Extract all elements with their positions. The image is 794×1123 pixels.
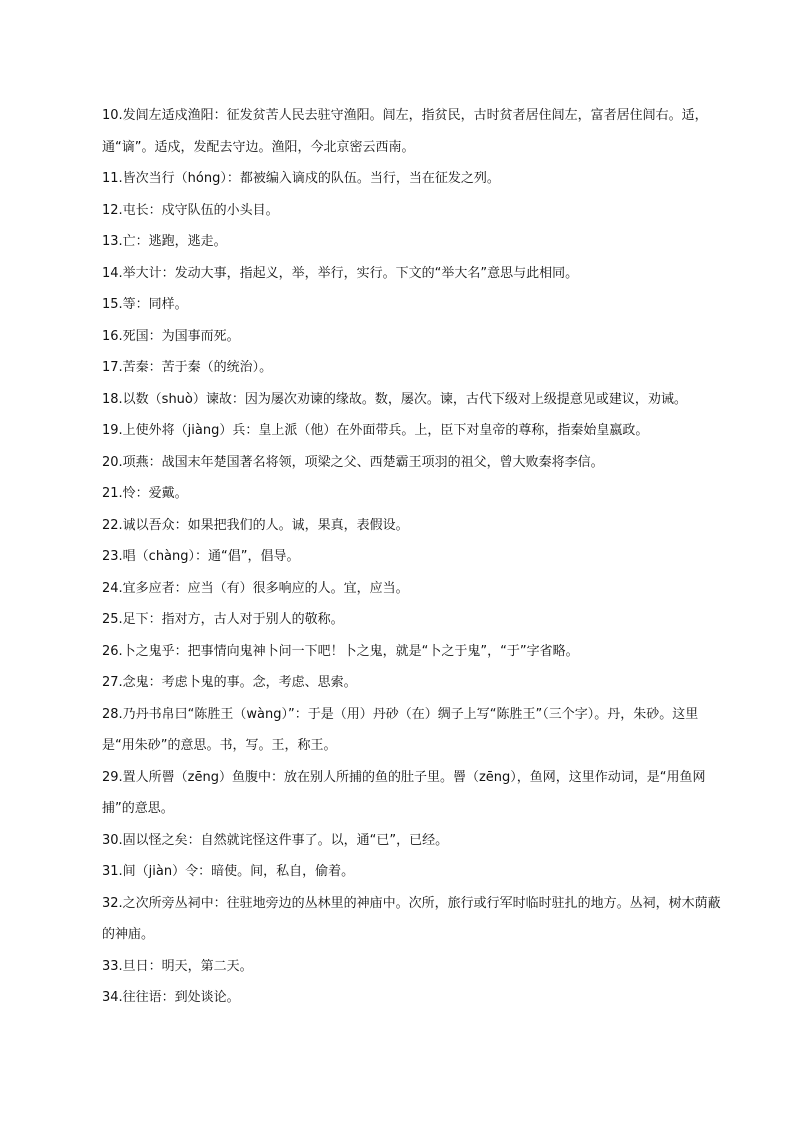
- note-15: 15.等：同样。: [102, 297, 188, 312]
- note-28: 28.乃丹书帛曰“陈胜王（wàng）”：于是（用）丹砂（在）绸子上写“陈胜王”（三个字）。丹，朱砂。这里是“用朱砂”的意思。书，写。王，称王。: [102, 706, 699, 753]
- note-27: 27.念鬼：考虑卜鬼的事。念，考虑、思索。: [102, 675, 357, 690]
- note-29: 29.置人所罾（zēng）鱼腹中：放在别人所捕的鱼的肚子里。罾（zēng），鱼网，这里作动词，是“用鱼网捕”的意思。: [102, 769, 706, 816]
- note-31: 31.间（jiàn）令：暗使。间，私自，偷着。: [102, 864, 355, 879]
- note-34: 34.往往语：到处谈论。: [102, 990, 240, 1005]
- note-19: 19.上使外将（jiàng）兵：皇上派（他）在外面带兵。上，臣下对皇帝的尊称，指秦始皇嬴政。: [102, 423, 649, 438]
- note-22: 22.诚以吾众：如果把我们的人。诚，果真，表假设。: [102, 517, 409, 533]
- note-17: 17.苦秦：苦于秦（的统治）。: [102, 360, 273, 375]
- note-23: 23.唱（chàng）：通“倡”，倡导。: [102, 549, 300, 564]
- note-16: 16.死国：为国事而死。: [102, 328, 240, 344]
- note-18: 18.以数（shuò）谏故：因为屡次劝谏的缘故。数，屡次。谏，古代下级对上级提意见或建议，劝诫。: [102, 391, 687, 407]
- note-20: 20.项燕：战国末年楚国著名将领，项梁之父、西楚霸王项羽的祖父，曾大败秦将李信。: [102, 454, 604, 470]
- note-13: 13.亡：逃跑，逃走。: [102, 234, 227, 249]
- note-32: 32.之次所旁丛祠中：往驻地旁边的丛林里的神庙中。次所，旅行或行军时临时驻扎的地方。丛祠，树木荫蔽的神庙。: [102, 895, 721, 942]
- note-26: 26.卜之鬼乎：把事情向鬼神卜问一下吧！卜之鬼，就是“卜之于鬼”，“于”字省略。: [102, 643, 579, 659]
- note-12: 12.屯长：戍守队伍的小头目。: [102, 202, 279, 218]
- note-30: 30.固以怪之矣：自然就诧怪这件事了。以，通“已”，已经。: [102, 832, 449, 848]
- annotation-list: [102, 100, 726, 1014]
- note-21: 21.怜：爱戴。: [102, 486, 188, 501]
- note-10: 10.发闾左适戍渔阳：征发贫苦人民去驻守渔阳。闾左，指贫民，古时贫者居住闾左，富者居住闾右。适，通“谪”。适戍，发配去守边。渔阳，今北京密云西南。: [102, 108, 708, 155]
- note-25: 25.足下：指对方，古人对于别人的敬称。: [102, 612, 344, 627]
- note-33: 33.旦日：明天，第二天。: [102, 958, 253, 974]
- note-11: 11.皆次当行（hóng）：都被编入谪戍的队伍。当行，当在征发之列。: [102, 171, 500, 186]
- note-14: 14.举大计：发动大事，指起义，举，举行，实行。下文的“举大名”意思与此相同。: [102, 265, 579, 281]
- note-24: 24.宜多应者：应当（有）很多响应的人。宜，应当。: [102, 580, 409, 596]
